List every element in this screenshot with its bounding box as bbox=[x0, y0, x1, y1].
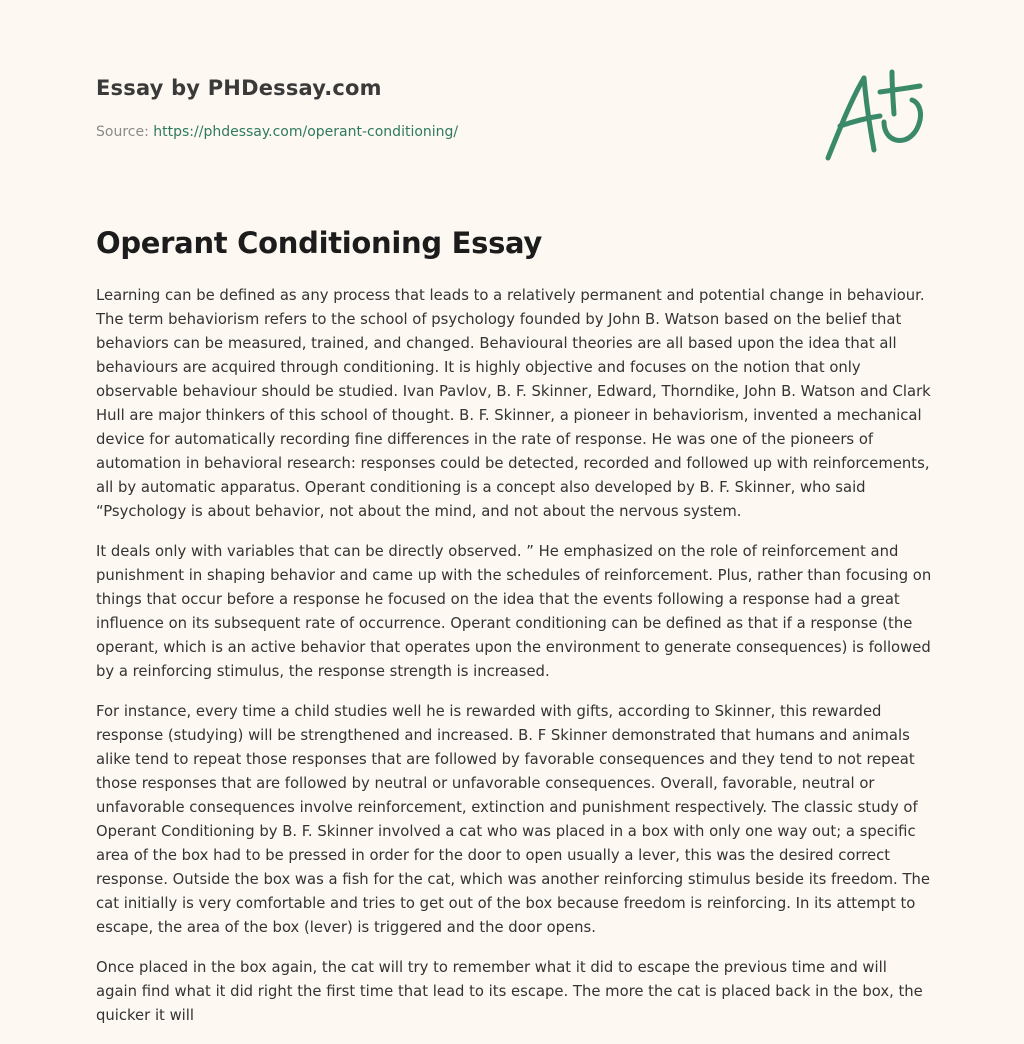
article-body bbox=[96, 284, 932, 1044]
paragraph: Once placed in the box again, the cat will try to remember what it did to escape the previous time and will again find what it did right the first time that lead to its escape. The more the cat is placed back in the box, the quicker it will bbox=[96, 959, 923, 1024]
source-link[interactable]: https://phdessay.com/operant-conditioning/ bbox=[153, 124, 459, 140]
paragraph: Learning can be defined as any process that leads to a relatively permanent and potential change in behaviour. The term behaviorism refers to the school of psychology founded by John B. Watson based on the belief that behaviors can be measured, trained, and changed. Behavioural theories are all based upon the idea that all behaviours are acquired through conditioning. It is highly objective and focuses on the notion that only observable behaviour should be studied. Ivan Pavlov, B. F. Skinner, Edward, Thorndike, John B. Watson and Clark Hull are major thinkers of this school of thought. B. F. Skinner, a pioneer in behaviorism, invented a mechanical device for automatically recording fine differences in the rate of response. He was one of the pioneers of automation in behavioral research: responses could be detected, recorded and followed up with reinforcements, all by automatic apparatus. Operant conditioning is a concept also developed by B. F. Skinner, who said “Psychology is about behavior, not about the mind, and not about the nervous system. bbox=[96, 287, 931, 520]
source-line bbox=[96, 124, 696, 140]
a-plus-logo-graphic bbox=[822, 66, 926, 166]
paragraph: For instance, every time a child studies well he is rewarded with gifts, according to Skinner, this rewarded response (studying) will be strengthened and increased. B. F Skinner demonstrated that humans and animals alike tend to repeat those responses that are followed by favorable consequences and they tend to not repeat those responses that are followed by neutral or unfavorable consequences. Overall, favorable, neutral or unfavorable consequences involve reinforcement, extinction and punishment respectively. The classic study of Operant Conditioning by B. F. Skinner involved a cat who was placed in a box with only one way out; a specific area of the box had to be pressed in order for the door to open usually a lever, this was the desired correct response. Outside the box was a fish for the cat, which was another reinforcing stimulus beside its freedom. The cat initially is very comfortable and tries to get out of the box because freedom is reinforcing. In its attempt to escape, the area of the box (lever) is triggered and the door opens. bbox=[96, 703, 930, 936]
brand-name: Essay by PHDessay.com bbox=[96, 76, 382, 100]
paragraph: It deals only with variables that can be directly observed. ” He emphasized on the role of reinforcement and punishment in shaping behavior and came up with the schedules of reinforcement. Plus, rather than focusing on things that occur before a response he focused on the idea that the events following a response had a great influence on its subsequent rate of occurrence. Operant conditioning can be defined as that if a response (the operant, which is an active behavior that operates upon the environment to generate consequences) is followed by a reinforcing stimulus, the response strength is increased. bbox=[96, 543, 932, 680]
header bbox=[96, 76, 696, 140]
article-title: Operant Conditioning Essay bbox=[96, 226, 543, 260]
source-label: Source: bbox=[96, 124, 149, 140]
a-plus-logo-icon bbox=[822, 66, 926, 166]
